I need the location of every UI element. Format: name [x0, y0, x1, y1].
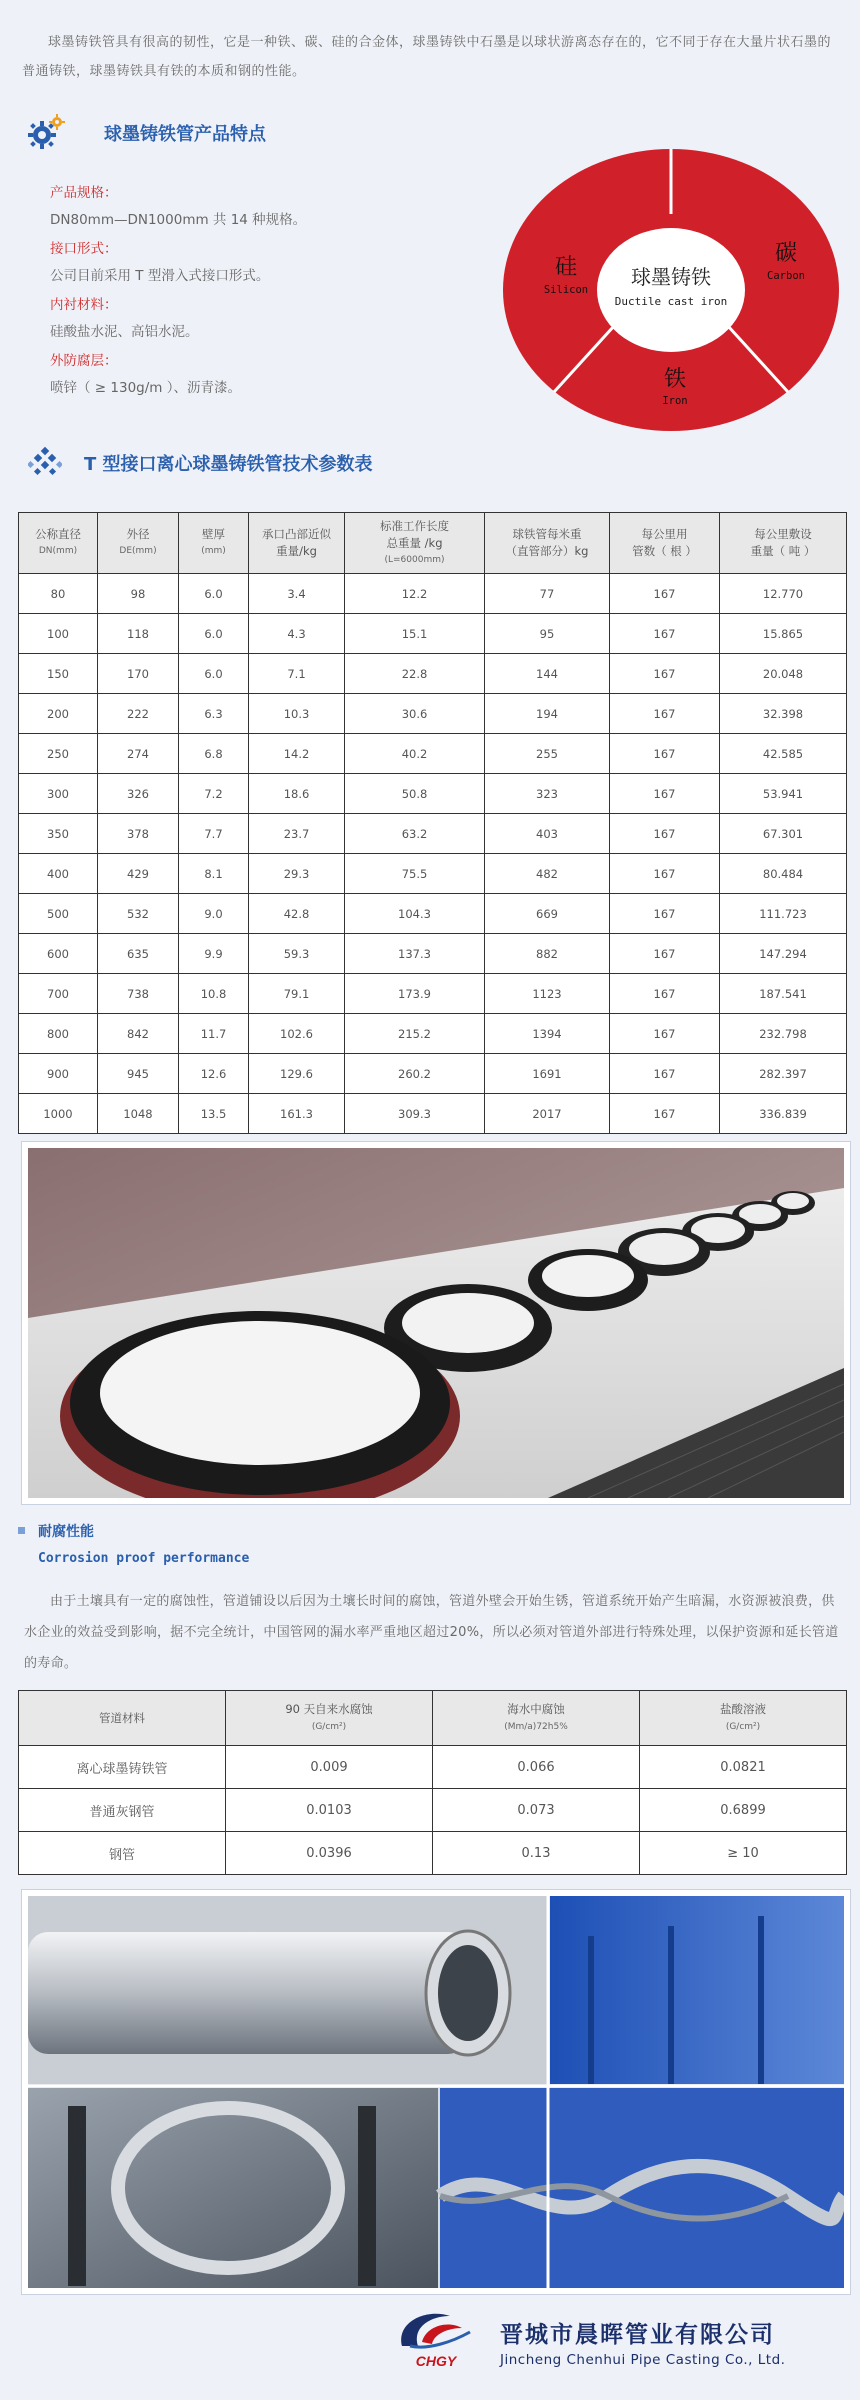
company-logo	[392, 2306, 484, 2372]
pipe-display-image	[28, 1148, 844, 1498]
table-cell: 79.1	[249, 974, 345, 1014]
table-cell: 200	[19, 694, 98, 734]
table-cell: 1394	[485, 1014, 610, 1054]
table-cell: 1000	[19, 1094, 98, 1134]
table-cell: 普通灰钢管	[19, 1789, 226, 1832]
table-cell: 167	[610, 774, 720, 814]
table-cell: 6.3	[179, 694, 249, 734]
table-cell: 255	[485, 734, 610, 774]
column-header: 壁厚 (mm)	[179, 513, 249, 574]
table-cell: 67.301	[720, 814, 847, 854]
table-row	[19, 1094, 847, 1134]
feature-value: DN80mm—DN1000mm 共 14 种规格。	[50, 212, 307, 228]
table-row	[19, 734, 847, 774]
column-header: 公称直径 DN(mm)	[19, 513, 98, 574]
table-cell: 323	[485, 774, 610, 814]
table-cell: 500	[19, 894, 98, 934]
features-heading: 球墨铸铁管产品特点	[104, 124, 266, 145]
table-row	[19, 1789, 847, 1832]
table-cell: 13.5	[179, 1094, 249, 1134]
table-cell: 100	[19, 614, 98, 654]
table-cell: 167	[610, 894, 720, 934]
table-cell: 63.2	[345, 814, 485, 854]
spec-table-heading: T 型接口离心球墨铸铁管技术参数表	[84, 454, 373, 475]
pipe-collage-image	[28, 1896, 844, 2288]
section-marker	[18, 1527, 25, 1534]
segment-label-en: Silicon	[543, 284, 589, 296]
corrosion-table-body	[19, 1746, 847, 1875]
table-cell: 钢管	[19, 1832, 226, 1875]
column-header: 海水中腐蚀 (Mm/a)72h5%	[433, 1691, 640, 1746]
table-cell: 532	[98, 894, 179, 934]
table-row	[19, 934, 847, 974]
table-cell: 80	[19, 574, 98, 614]
table-cell: 173.9	[345, 974, 485, 1014]
table-cell: 350	[19, 814, 98, 854]
table-cell: 22.8	[345, 654, 485, 694]
table-cell: 11.7	[179, 1014, 249, 1054]
table-cell: 1123	[485, 974, 610, 1014]
table-row	[19, 574, 847, 614]
table-row	[19, 974, 847, 1014]
table-cell: 129.6	[249, 1054, 345, 1094]
spec-table-body	[19, 574, 847, 1134]
table-cell: 167	[610, 934, 720, 974]
table-cell: 167	[610, 734, 720, 774]
table-cell: 167	[610, 854, 720, 894]
table-cell: 12.770	[720, 574, 847, 614]
table-cell: 900	[19, 1054, 98, 1094]
diamond-icon	[28, 446, 62, 478]
table-cell: 14.2	[249, 734, 345, 774]
company-name-en: Jincheng Chenhui Pipe Casting Co., Ltd.	[500, 2352, 786, 2368]
center-label-cn: 球墨铸铁	[631, 265, 711, 289]
table-cell: 2017	[485, 1094, 610, 1134]
table-cell: 53.941	[720, 774, 847, 814]
segment-label-cn: 碳	[774, 241, 798, 266]
feature-label: 外防腐层：	[50, 353, 118, 369]
column-header: 管道材料	[19, 1691, 226, 1746]
table-cell: 738	[98, 974, 179, 1014]
table-cell: 309.3	[345, 1094, 485, 1134]
spec-table	[18, 512, 847, 1134]
table-cell: 9.0	[179, 894, 249, 934]
corrosion-header-row	[19, 1691, 847, 1746]
table-cell: 18.6	[249, 774, 345, 814]
table-row	[19, 1746, 847, 1789]
corrosion-heading: 耐腐性能	[38, 1524, 94, 1540]
table-row	[19, 654, 847, 694]
table-cell: 161.3	[249, 1094, 345, 1134]
composition-diagram	[502, 148, 840, 432]
intro-paragraph: 球墨铸铁管具有很高的韧性，它是一种铁、碳、硅的合金体，球墨铸铁中石墨是以球状游离态存在的，它不同于存在大量片状石墨的普通铸铁，球墨铸铁具有铁的本质和钢的性能。	[22, 35, 832, 79]
table-cell: 336.839	[720, 1094, 847, 1134]
table-cell: 144	[485, 654, 610, 694]
table-cell: 118	[98, 614, 179, 654]
table-cell: 326	[98, 774, 179, 814]
table-cell: 10.8	[179, 974, 249, 1014]
column-header: 每公里敷设 重量（ 吨 ）	[720, 513, 847, 574]
table-cell: 23.7	[249, 814, 345, 854]
table-cell: 0.13	[433, 1832, 640, 1875]
table-cell: 离心球墨铸铁管	[19, 1746, 226, 1789]
table-cell: 378	[98, 814, 179, 854]
table-cell: 167	[610, 814, 720, 854]
table-cell: 274	[98, 734, 179, 774]
table-cell: 842	[98, 1014, 179, 1054]
table-cell: 215.2	[345, 1014, 485, 1054]
table-cell: 6.0	[179, 574, 249, 614]
table-cell: 945	[98, 1054, 179, 1094]
corrosion-subheading: Corrosion proof performance	[38, 1551, 250, 1566]
segment-label-en: Iron	[662, 395, 688, 407]
table-cell: 42.8	[249, 894, 345, 934]
table-cell: 111.723	[720, 894, 847, 934]
table-cell: 6.0	[179, 614, 249, 654]
table-cell: 0.0821	[640, 1746, 847, 1789]
feature-list	[50, 180, 470, 404]
table-cell: 20.048	[720, 654, 847, 694]
column-header: 盐酸溶液 (G/cm²)	[640, 1691, 847, 1746]
table-cell: 40.2	[345, 734, 485, 774]
table-row	[19, 1014, 847, 1054]
table-row	[19, 1054, 847, 1094]
table-cell: 4.3	[249, 614, 345, 654]
table-cell: 700	[19, 974, 98, 1014]
table-cell: 0.0103	[226, 1789, 433, 1832]
table-cell: 104.3	[345, 894, 485, 934]
table-cell: 0.0396	[226, 1832, 433, 1875]
table-cell: 42.585	[720, 734, 847, 774]
feature-label: 产品规格：	[50, 185, 118, 201]
table-cell: 0.6899	[640, 1789, 847, 1832]
table-cell: 147.294	[720, 934, 847, 974]
corrosion-paragraph: 由于土壤具有一定的腐蚀性，管道铺设以后因为土壤长时间的腐蚀，管道外壁会开始生锈，管道系统开始产生暗漏，水资源被浪费，供水企业的效益受到影响，据不完全统计，中国管网的漏水率严重地区超过20%，所以必须对管道外部进行特殊处理，以保护资源和延长管道的寿命。	[24, 1594, 839, 1671]
table-cell: 12.6	[179, 1054, 249, 1094]
table-cell: 9.9	[179, 934, 249, 974]
table-cell: 7.7	[179, 814, 249, 854]
table-row	[19, 894, 847, 934]
feature-value: 公司目前采用 T 型滑入式接口形式。	[50, 268, 270, 284]
table-cell: 194	[485, 694, 610, 734]
table-cell: 167	[610, 654, 720, 694]
table-cell: 400	[19, 854, 98, 894]
table-cell: 187.541	[720, 974, 847, 1014]
column-header: 外径 DE(mm)	[98, 513, 179, 574]
table-cell: 250	[19, 734, 98, 774]
table-cell: 0.066	[433, 1746, 640, 1789]
table-cell: 80.484	[720, 854, 847, 894]
table-cell: 15.865	[720, 614, 847, 654]
table-cell: 600	[19, 934, 98, 974]
table-cell: 260.2	[345, 1054, 485, 1094]
table-cell: 32.398	[720, 694, 847, 734]
table-cell: 3.4	[249, 574, 345, 614]
table-cell: 8.1	[179, 854, 249, 894]
table-cell: 29.3	[249, 854, 345, 894]
table-cell: 7.2	[179, 774, 249, 814]
table-cell: 800	[19, 1014, 98, 1054]
table-cell: 232.798	[720, 1014, 847, 1054]
table-cell: 12.2	[345, 574, 485, 614]
feature-value: 硅酸盐水泥、高铝水泥。	[50, 324, 199, 340]
table-cell: 6.0	[179, 654, 249, 694]
table-cell: 482	[485, 854, 610, 894]
table-cell: 635	[98, 934, 179, 974]
table-cell: 167	[610, 574, 720, 614]
table-cell: 1048	[98, 1094, 179, 1134]
table-cell: 75.5	[345, 854, 485, 894]
feature-label: 接口形式：	[50, 241, 118, 257]
table-cell: 882	[485, 934, 610, 974]
table-cell: 167	[610, 1014, 720, 1054]
table-cell: 6.8	[179, 734, 249, 774]
table-cell: 167	[610, 974, 720, 1014]
pipe-display-photo	[22, 1142, 850, 1504]
composition-center	[597, 228, 745, 352]
table-row	[19, 774, 847, 814]
table-cell: 10.3	[249, 694, 345, 734]
segment-label-cn: 铁	[663, 367, 687, 392]
table-cell: 7.1	[249, 654, 345, 694]
table-cell: 1691	[485, 1054, 610, 1094]
table-cell: 0.009	[226, 1746, 433, 1789]
table-row	[19, 814, 847, 854]
logo-text: CHGY	[415, 2353, 457, 2369]
gear-icon	[26, 113, 68, 153]
table-cell: 170	[98, 654, 179, 694]
feature-value: 喷锌（ ≥ 130g/m ）、沥青漆。	[50, 380, 241, 396]
table-cell: 167	[610, 614, 720, 654]
table-row	[19, 614, 847, 654]
table-cell: 30.6	[345, 694, 485, 734]
feature-label: 内衬材料：	[50, 297, 118, 313]
table-row	[19, 854, 847, 894]
table-cell: 98	[98, 574, 179, 614]
column-header: 标准工作长度 总重量 /kg (L=6000mm)	[345, 513, 485, 574]
table-cell: 222	[98, 694, 179, 734]
table-cell: 429	[98, 854, 179, 894]
table-cell: 167	[610, 694, 720, 734]
table-cell: 59.3	[249, 934, 345, 974]
table-cell: ≥ 10	[640, 1832, 847, 1875]
table-cell: 282.397	[720, 1054, 847, 1094]
table-cell: 300	[19, 774, 98, 814]
table-cell: 0.073	[433, 1789, 640, 1832]
segment-label-en: Carbon	[767, 270, 805, 282]
table-cell: 95	[485, 614, 610, 654]
pipe-collage-photo	[22, 1890, 850, 2294]
table-cell: 150	[19, 654, 98, 694]
segment-label-cn: 硅	[554, 255, 578, 280]
table-cell: 403	[485, 814, 610, 854]
column-header: 90 天自来水腐蚀 (G/cm²)	[226, 1691, 433, 1746]
table-cell: 102.6	[249, 1014, 345, 1054]
table-cell: 77	[485, 574, 610, 614]
column-header: 球铁管每米重 （直管部分）kg	[485, 513, 610, 574]
column-header: 每公里用 管数（ 根 ）	[610, 513, 720, 574]
company-name-cn: 晋城市晨晖管业有限公司	[500, 2322, 775, 2348]
table-row	[19, 1832, 847, 1875]
center-label-en: Ductile cast iron	[614, 295, 728, 308]
table-cell: 669	[485, 894, 610, 934]
table-cell: 167	[610, 1094, 720, 1134]
table-cell: 167	[610, 1054, 720, 1094]
column-header: 承口凸部近似 重量/kg	[249, 513, 345, 574]
table-row	[19, 694, 847, 734]
table-cell: 15.1	[345, 614, 485, 654]
corrosion-table	[18, 1690, 847, 1875]
table-cell: 137.3	[345, 934, 485, 974]
spec-header-row	[19, 513, 847, 574]
table-cell: 50.8	[345, 774, 485, 814]
